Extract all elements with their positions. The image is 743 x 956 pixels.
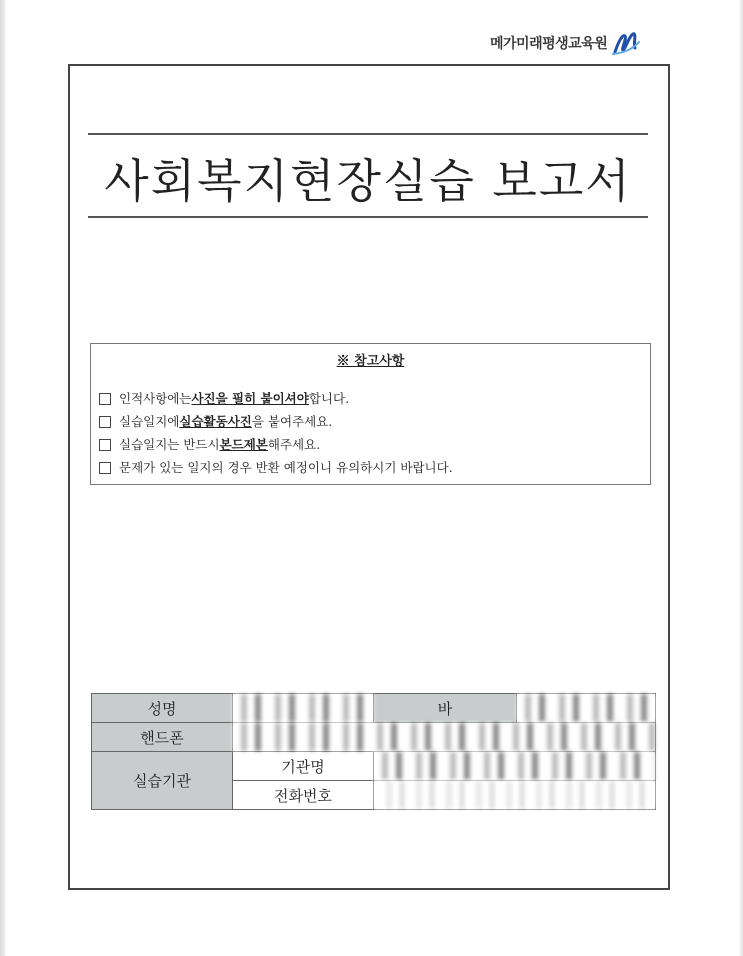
title-rule-top xyxy=(88,133,648,135)
birth-label: 바 xyxy=(374,694,517,723)
notes-item: 실습일지에 실습활동사진 을 붙여주세요. xyxy=(99,410,650,433)
page-shadow-right xyxy=(739,0,743,956)
birth-value[interactable] xyxy=(517,694,656,723)
brand-name: 메가미래평생교육원 xyxy=(490,36,608,52)
document-title: 사회복지현장실습 보고서 xyxy=(104,154,632,208)
org-name-label: 기관명 xyxy=(233,752,374,781)
info-table xyxy=(91,693,656,810)
name-label: 성명 xyxy=(92,694,233,723)
title-rule-bottom xyxy=(88,216,648,218)
checkbox-icon xyxy=(99,393,111,405)
brand xyxy=(490,30,641,56)
org-name-value[interactable] xyxy=(374,752,656,781)
checkbox-icon xyxy=(99,439,111,451)
name-value[interactable] xyxy=(233,694,374,723)
notes-heading: ※ 참고사항 xyxy=(336,354,405,369)
tel-value[interactable] xyxy=(374,781,656,810)
notes-item: 실습일지는 반드시 본드제본 해주세요. xyxy=(99,433,650,456)
tel-label: 전화번호 xyxy=(233,781,374,810)
phone-label: 핸드폰 xyxy=(92,723,233,752)
notes-box xyxy=(90,343,651,485)
notes-item: 문제가 있는 일지의 경우 반환 예정이니 유의하시기 바랍니다. xyxy=(99,456,650,479)
phone-value[interactable] xyxy=(233,723,656,752)
brand-logo-icon xyxy=(611,30,641,56)
checkbox-icon xyxy=(99,416,111,428)
practicum-label: 실습기관 xyxy=(92,752,233,810)
page-shadow-left xyxy=(0,0,6,956)
checkbox-icon xyxy=(99,462,111,474)
notes-list xyxy=(91,387,650,479)
notes-item: 인적사항에는 사진을 필히 붙이셔야 합니다. xyxy=(99,387,650,410)
